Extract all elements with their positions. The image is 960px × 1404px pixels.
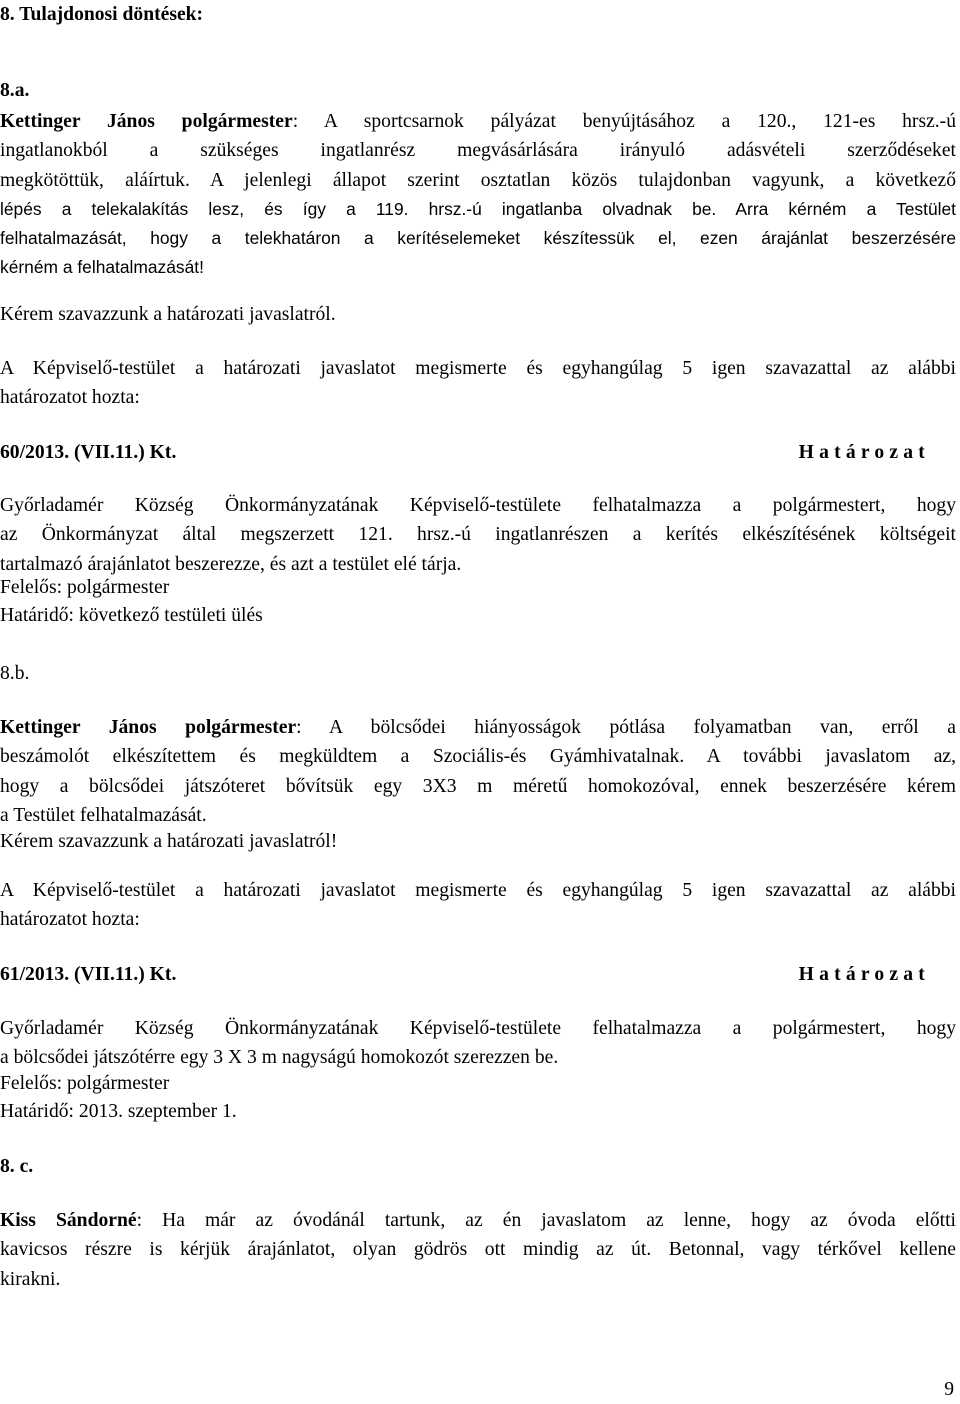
text-line: A Képviselő-testület a határozati javaslatot megismerte és egyhangúlag 5 igen szavazattal az alábbi — [0, 358, 956, 379]
text-line: a Testület felhatalmazását. — [0, 804, 207, 826]
page-number: 9 — [944, 1379, 954, 1400]
vote-result-b — [0, 876, 956, 935]
text-line: tartalmazó árajánlatot beszerezze, és azt a testület elé tárja. — [0, 553, 462, 575]
resolution-title: Határozat — [798, 964, 930, 985]
speaker-name: Kettinger János polgármester — [0, 717, 297, 738]
subsection-label-a: 8.a. — [0, 80, 30, 101]
text-line: Kiss Sándorné: Ha már az óvodánál tartunk, az én javaslatom az lenne, hogy az óvoda előtti — [0, 1210, 956, 1231]
text-line: Kettinger János polgármester: A sportcsarnok pályázat benyújtásához a 120., 121-es hrsz.-ú — [0, 111, 956, 132]
deadline-b: Határidő: 2013. szeptember 1. — [0, 1101, 237, 1122]
deadline-a: Határidő: következő testületi ülés — [0, 605, 263, 626]
paragraph-a-speech — [0, 107, 956, 283]
resolution-header-a — [0, 438, 930, 467]
resolution-text-a — [0, 491, 956, 579]
resolution-text-b — [0, 1014, 956, 1073]
resolution-number: 60/2013. (VII.11.) Kt. — [0, 442, 177, 463]
resolution-title: Határozat — [798, 442, 930, 463]
speaker-name: Kiss Sándorné — [0, 1210, 137, 1231]
text-line: kérném a felhatalmazását! — [0, 257, 204, 278]
vote-request-a: Kérem szavazzunk a határozati javaslatról. — [0, 304, 336, 325]
paragraph-b-speech — [0, 713, 956, 830]
text-line: hogy a bölcsődei játszóteret bővítsük egy 3X3 m méretű homokozóval, ennek beszerzésére kérem — [0, 775, 956, 797]
text-line: Győrladamér Község Önkormányzatának Képviselő-testülete felhatalmazza a polgármestert, hogy — [0, 495, 956, 516]
text-line: Kettinger János polgármester: A bölcsődei hiányosságok pótlása folyamatban van, erről a — [0, 717, 956, 738]
resolution-header-b — [0, 960, 930, 989]
text-line: felhatalmazását, hogy a telekhatáron a kerítéselemeket készítessük el, ezen árajánlat beszerzésére — [0, 228, 956, 249]
vote-result-a — [0, 354, 956, 413]
responsible-b: Felelős: polgármester — [0, 1073, 170, 1094]
resolution-number: 61/2013. (VII.11.) Kt. — [0, 964, 177, 985]
text-line: határozatot hozta: — [0, 909, 140, 931]
responsible-a: Felelős: polgármester — [0, 577, 170, 598]
text-line: kirakni. — [0, 1268, 61, 1290]
text-line: lépés a telekalakítás lesz, és így a 119. hrsz.-ú ingatlanba olvadnak be. Arra kérném a Testület — [0, 198, 956, 219]
subsection-label-c: 8. c. — [0, 1156, 34, 1177]
text-line: az Önkormányzat által megszerzett 121. hrsz.-ú ingatlanrészen a kerítés elkészítésének költségeit — [0, 524, 956, 546]
text-line: megkötöttük, aláírtuk. A jelenlegi állapot szerint osztatlan közös tulajdonban vagyunk, a következő — [0, 169, 956, 191]
text-line: beszámolót elkészítettem és megküldtem a Szociális-és Gyámhivatalnak. A további javaslatom az, — [0, 746, 956, 768]
speaker-name: Kettinger János polgármester — [0, 111, 293, 132]
vote-request-b: Kérem szavazzunk a határozati javaslatról! — [0, 831, 338, 852]
text-line: A Képviselő-testület a határozati javaslatot megismerte és egyhangúlag 5 igen szavazattal az alábbi — [0, 880, 956, 901]
paragraph-c-speech — [0, 1206, 956, 1294]
text-line: kavicsos részre is kérjük árajánlatot, olyan gödrös ott mindig az út. Betonnal, vagy térkővel kellene — [0, 1239, 956, 1261]
text-line: Győrladamér Község Önkormányzatának Képviselő-testülete felhatalmazza a polgármestert, hogy — [0, 1018, 956, 1039]
text-line: ingatlanokból a szükséges ingatlanrész megvásárlására irányuló adásvételi szerződéseket — [0, 140, 956, 162]
subsection-label-b: 8.b. — [0, 663, 30, 684]
section-heading: 8. Tulajdonosi döntések: — [0, 4, 204, 25]
text-line: a bölcsődei játszótérre egy 3 X 3 m nagyságú homokozót szerezzen be. — [0, 1047, 559, 1069]
text-line: határozatot hozta: — [0, 387, 140, 409]
